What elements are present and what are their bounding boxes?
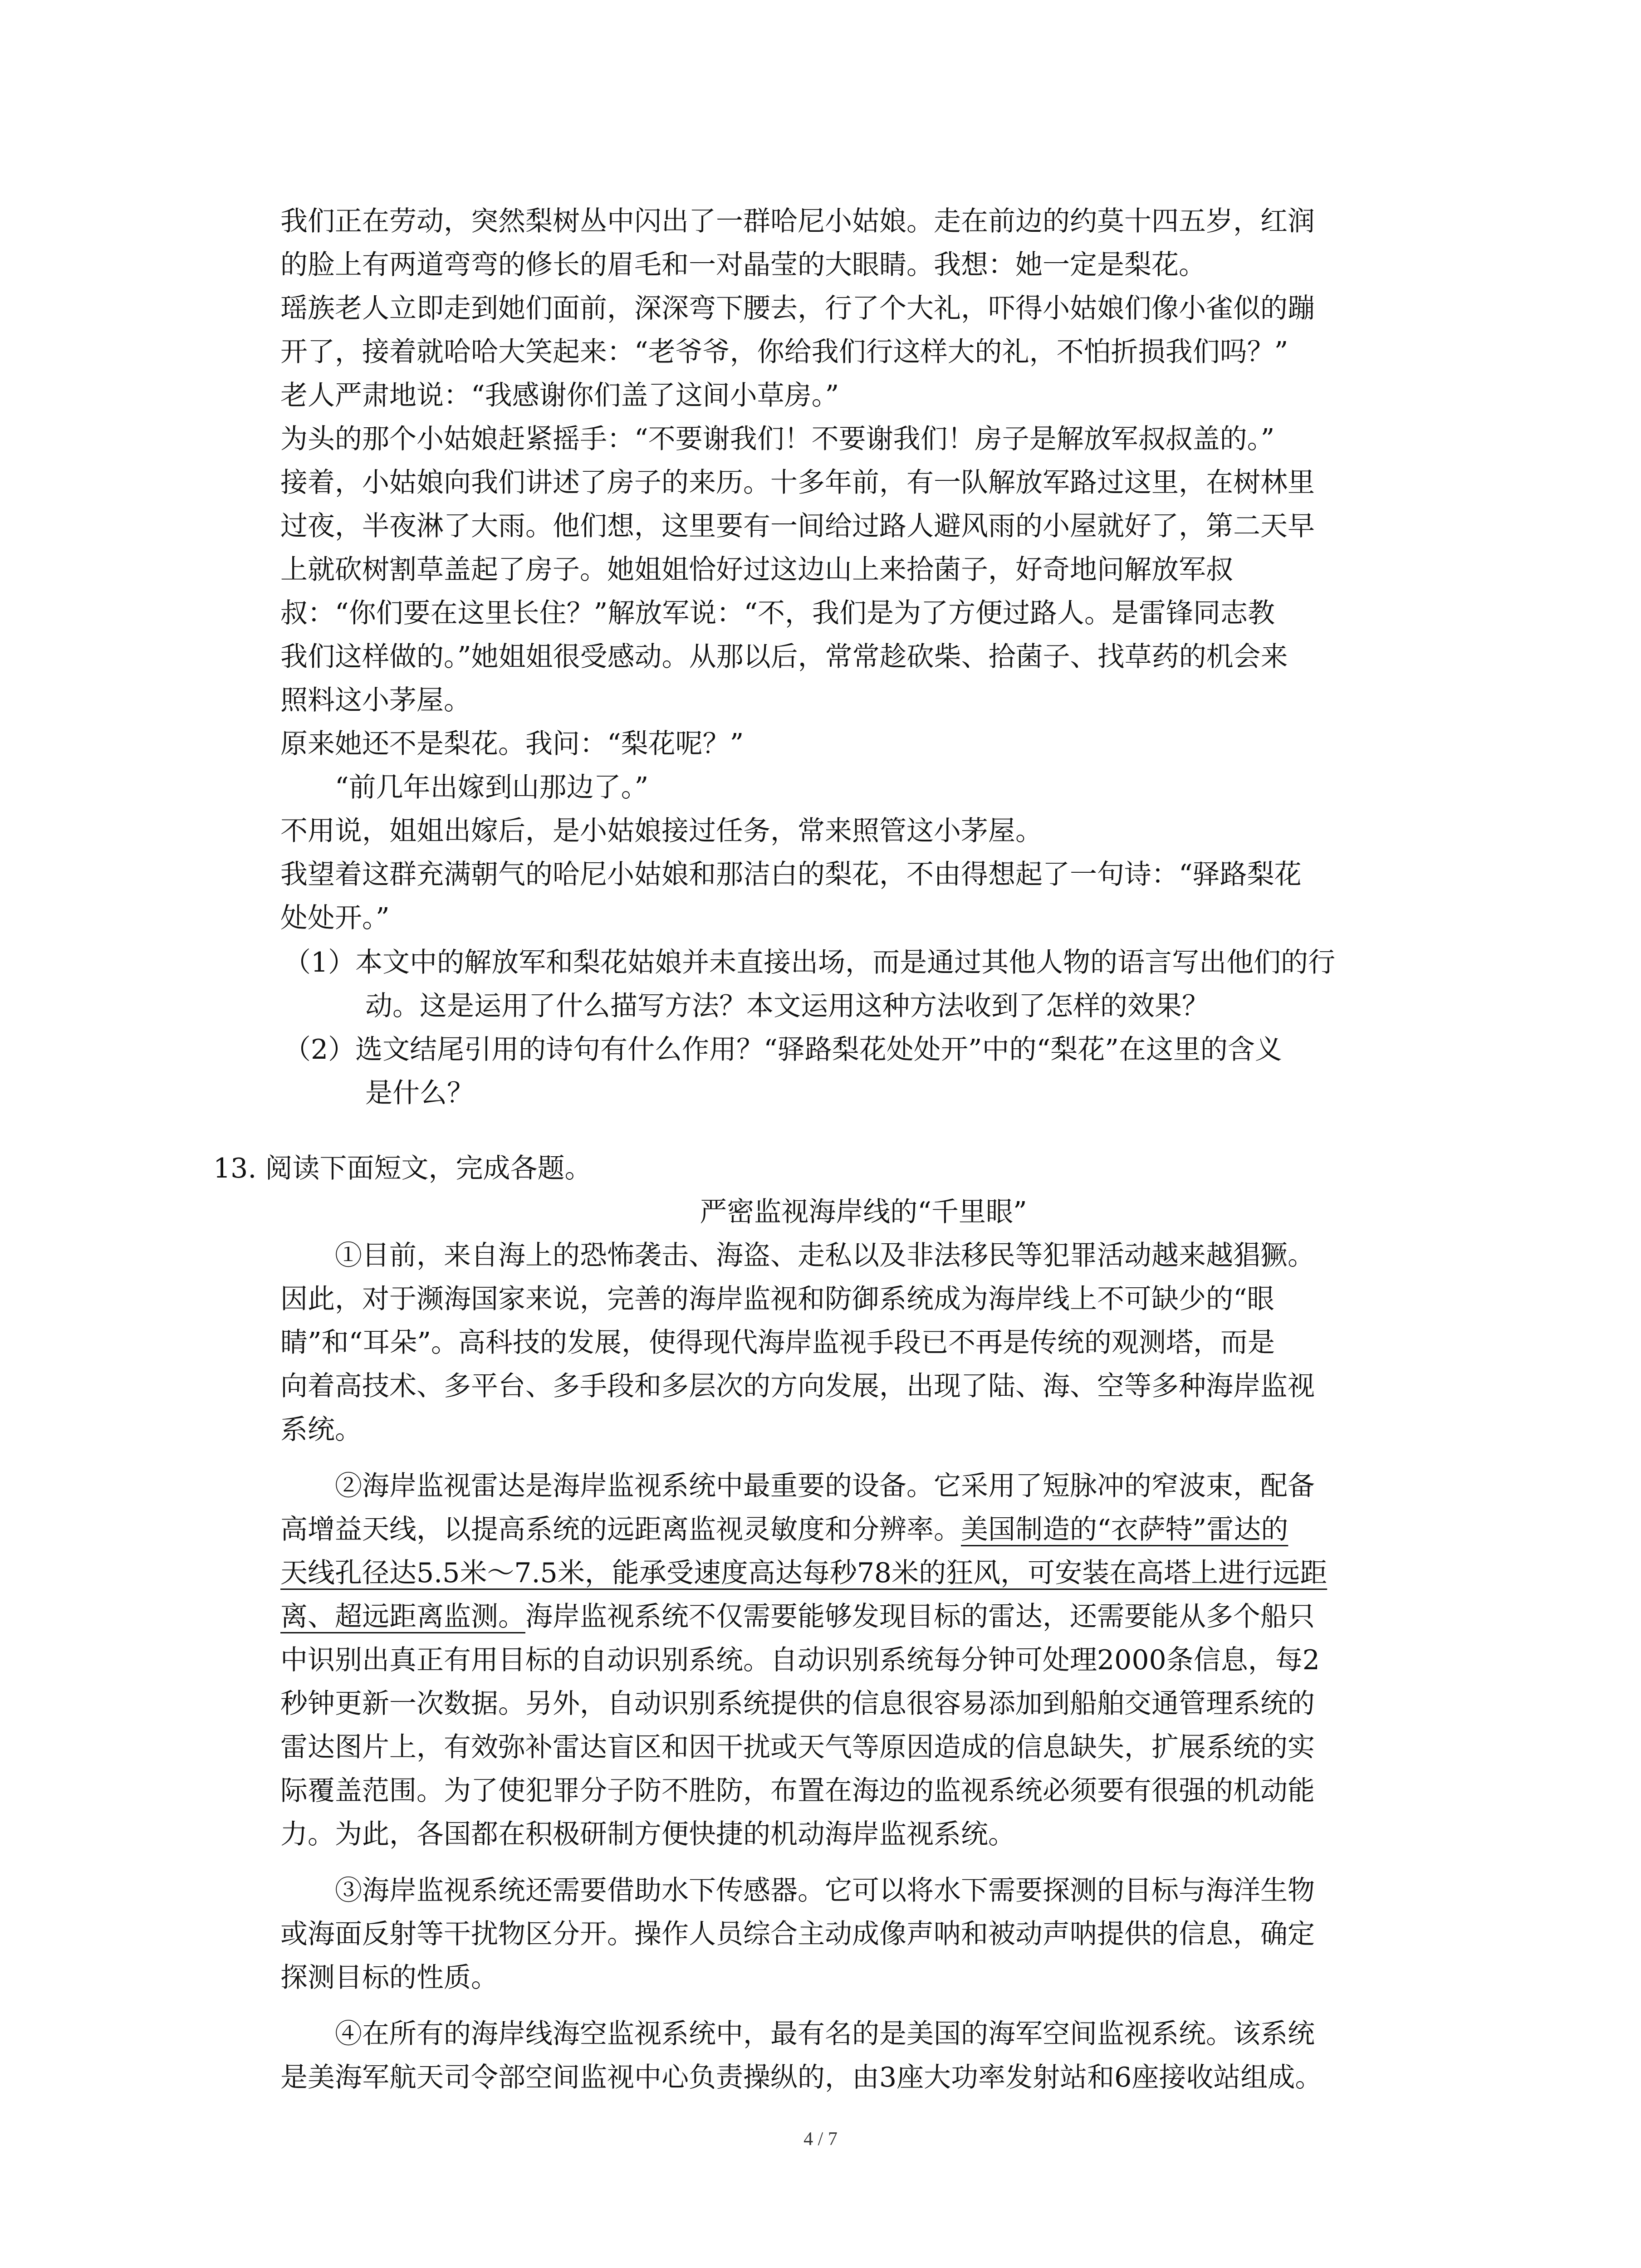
story-line: 瑶族老人立即走到她们面前，深深弯下腰去，行了个大礼，吓得小姑娘们像小雀似的蹦	[280, 293, 1315, 324]
sub-question-1-cont: 动。这是运用了什么描写方法？本文运用这种方法收到了怎样的效果？	[284, 990, 1209, 1022]
story-line: 开了，接着就哈哈大笑起来：“老爷爷，你给我们行这样大的礼，不怕折损我们吗？”	[280, 336, 1288, 368]
story-line: 过夜，半夜淋了大雨。他们想，这里要有一间给过路人避风雨的小屋就好了，第二天早	[280, 510, 1315, 542]
underlined-sentence: 天线孔径达5.5米～7.5米，能承受速度高达每秒78米的狂风，可安装在高塔上进行远距	[280, 1557, 1327, 1589]
story-line: 老人严肃地说：“我感谢你们盖了这间小草房。”	[280, 380, 839, 411]
paragraph-2-line: 秒钟更新一次数据。另外，自动识别系统提供的信息很容易添加到船舶交通管理系统的	[280, 1688, 1315, 1720]
paragraph-1-line: 向着高技术、多平台、多手段和多层次的方向发展，出现了陆、海、空等多种海岸监视	[280, 1370, 1315, 1402]
paragraph-2-line: 中识别出真正有用目标的自动识别系统。自动识别系统每分钟可处理2000条信息，每2	[280, 1644, 1320, 1676]
story-line: 原来她还不是梨花。我问：“梨花呢？”	[280, 728, 744, 760]
story-line: 上就砍树割草盖起了房子。她姐姐恰好过这边山上来拾菌子，好奇地问解放军叔	[280, 554, 1233, 586]
story-line: 我们这样做的。”她姐姐很受感动。从那以后，常常趁砍柴、拾菌子、找草药的机会来	[280, 641, 1288, 673]
story-line: 为头的那个小姑娘赶紧摇手：“不要谢我们！不要谢我们！房子是解放军叔叔盖的。”	[280, 423, 1275, 455]
paragraph-4-line: ④在所有的海岸线海空监视系统中，最有名的是美国的海军空间监视系统。该系统	[280, 2018, 1315, 2050]
sub-question-2: （2）选文结尾引用的诗句有什么作用？“驿路梨花处处开”中的“梨花”在这里的含义	[284, 1034, 1282, 1066]
story-line: 处处开。”	[280, 902, 390, 934]
paragraph-3-line: ③海岸监视系统还需要借助水下传感器。它可以将水下需要探测的目标与海洋生物	[280, 1875, 1315, 1906]
story-line: 我望着这群充满朝气的哈尼小姑娘和那洁白的梨花，不由得想起了一句诗：“驿路梨花	[280, 859, 1302, 890]
paragraph-2-line: 际覆盖范围。为了使犯罪分子防不胜防，布置在海边的监视系统必须要有很强的机动能	[280, 1775, 1315, 1807]
paragraph-1-line: 睛”和“耳朵”。高科技的发展，使得现代海岸监视手段已不再是传统的观测塔，而是	[280, 1327, 1275, 1359]
story-line: 接着，小姑娘向我们讲述了房子的来历。十多年前，有一队解放军路过这里，在树林里	[280, 467, 1315, 499]
underlined-sentence: 离、超远距离监测。	[280, 1601, 525, 1633]
paragraph-3-line: 或海面反射等干扰物区分开。操作人员综合主动成像声呐和被动声呐提供的信息，确定	[280, 1918, 1315, 1950]
paragraph-2-line	[280, 1551, 1446, 1595]
story-line: 叔：“你们要在这里长住？”解放军说：“不，我们是为了方便过路人。是雷锋同志教	[280, 597, 1275, 629]
story-line: 照料这小茅屋。	[280, 684, 471, 716]
paragraph-4-line: 是美海军航天司令部空间监视中心负责操纵的，由3座大功率发射站和6座接收站组成。	[280, 2062, 1323, 2093]
paragraph-2-line: 力。为此，各国都在积极研制方便快捷的机动海岸监视系统。	[280, 1818, 1015, 1850]
paragraph-1-line: 因此，对于濒海国家来说，完善的海岸监视和防御系统成为海岸线上不可缺少的“眼	[280, 1283, 1274, 1315]
story-line: 我们正在劳动，突然梨树丛中闪出了一群哈尼小姑娘。走在前边的约莫十四五岁，红润	[280, 205, 1315, 237]
paragraph-2-plain: 海岸监视系统不仅需要能够发现目标的雷达，还需要能从多个船只	[525, 1601, 1315, 1633]
article-title: 严密监视海岸线的“千里眼”	[700, 1196, 1027, 1228]
story-line: 不用说，姐姐出嫁后，是小姑娘接过任务，常来照管这小茅屋。	[280, 815, 1043, 847]
paragraph-2-line: 雷达图片上，有效弥补雷达盲区和因干扰或天气等原因造成的信息缺失，扩展系统的实	[280, 1731, 1315, 1763]
question-13-heading: 13. 阅读下面短文，完成各题。	[213, 1153, 592, 1184]
paragraph-3-line: 探测目标的性质。	[280, 1962, 498, 1994]
story-line: “前几年出嫁到山那边了。”	[280, 772, 649, 803]
story-line: 的脸上有两道弯弯的修长的眉毛和一对晶莹的大眼睛。我想：她一定是梨花。	[280, 249, 1206, 281]
page-number: 4 / 7	[803, 2129, 838, 2150]
paragraph-2-line: ②海岸监视雷达是海岸监视系统中最重要的设备。它采用了短脉冲的窄波束，配备	[280, 1470, 1315, 1502]
underlined-sentence: 美国制造的“衣萨特”雷达的	[961, 1514, 1288, 1545]
sub-question-1: （1）本文中的解放军和梨花姑娘并未直接出场，而是通过其他人物的语言写出他们的行	[284, 947, 1336, 978]
paragraph-2-line	[280, 1595, 1446, 1638]
paragraph-2-plain: 高增益天线，以提高系统的远距离监视灵敏度和分辨率。	[280, 1514, 961, 1545]
paragraph-1-line: ①目前，来自海上的恐怖袭击、海盗、走私以及非法移民等犯罪活动越来越猖獗。	[280, 1240, 1315, 1271]
sub-question-2-cont: 是什么？	[284, 1077, 474, 1109]
paragraph-2-line	[280, 1508, 1446, 1551]
paragraph-1-line: 系统。	[280, 1414, 362, 1446]
